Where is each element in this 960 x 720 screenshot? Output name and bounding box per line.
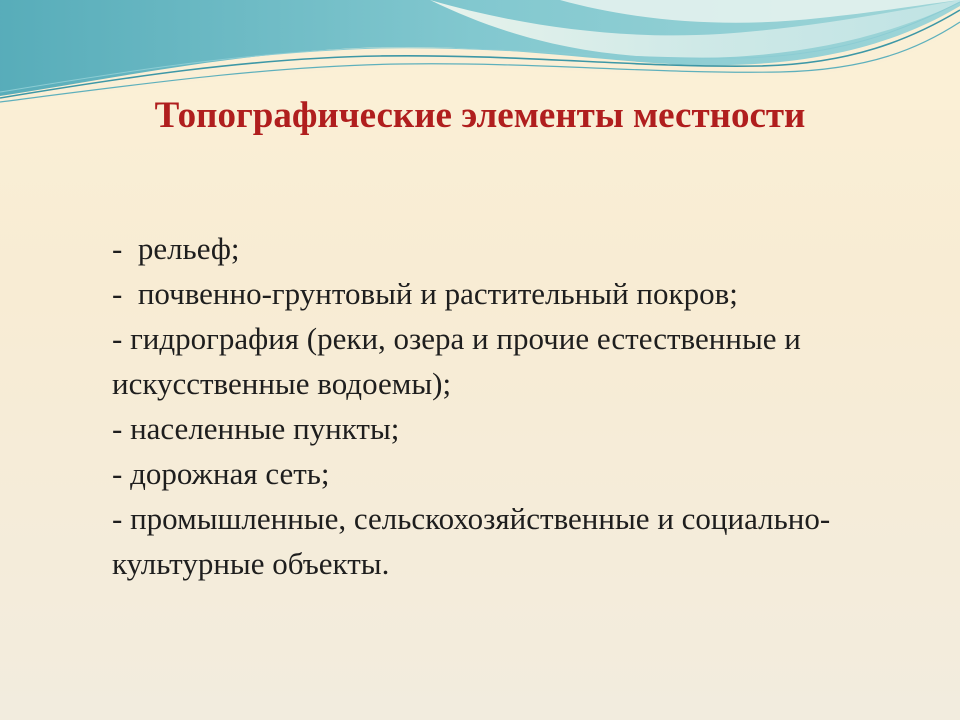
list-item: - рельеф; [112,231,240,266]
list-item: - дорожная сеть; [112,456,330,491]
slide-title: Топографические элементы местности [154,95,806,136]
list-item: - населенные пункты; [112,411,400,446]
list-item: - гидрография (реки, озера и прочие естественные и искусственные водоемы); [112,321,809,401]
list-item: - почвенно-грунтовый и растительный покров; [112,276,738,311]
topographic-elements-list [112,226,872,586]
list-item: - промышленные, сельскохозяйственные и социально-культурные объекты. [112,501,831,581]
